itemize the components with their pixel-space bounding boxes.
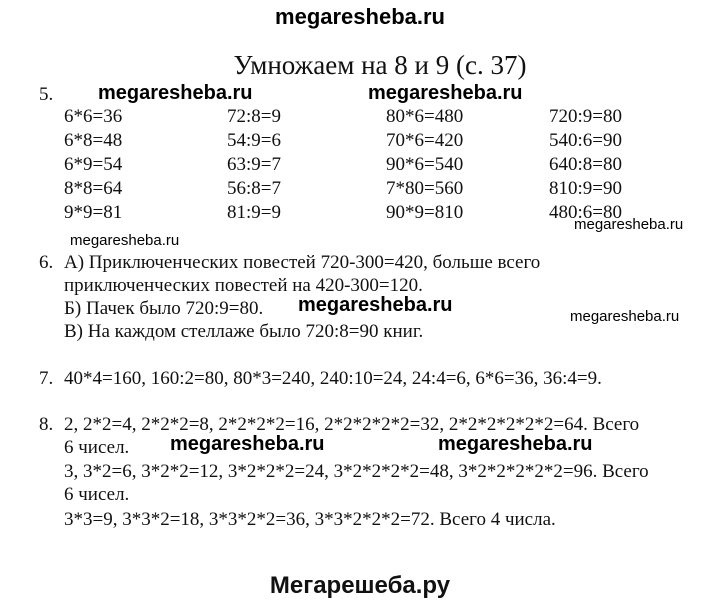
watermark: megaresheba.ru	[70, 232, 180, 249]
task-5-cell: 56:8=7	[227, 178, 281, 199]
watermark: megaresheba.ru	[438, 433, 593, 455]
task-5-cell: 80*6=480	[386, 106, 464, 127]
task-5-cell: 81:9=9	[227, 202, 281, 223]
task-6-line: приключенческих повестей на 420-300=120.	[64, 275, 423, 296]
task-5-cell: 70*6=420	[386, 130, 464, 151]
watermark: megaresheba.ru	[368, 82, 523, 104]
watermark: megaresheba.ru	[98, 82, 253, 104]
watermark: megaresheba.ru	[298, 294, 453, 316]
task-5-cell: 720:9=80	[549, 106, 622, 127]
task-6-line: Б) Пачек было 720:9=80.	[64, 298, 264, 319]
task-5-cell: 63:9=7	[227, 154, 281, 175]
watermark: megaresheba.ru	[574, 216, 684, 233]
task-8-line: 3*3=9, 3*3*2=18, 3*3*2*2=36, 3*3*2*2*2=72. Всего 4 числа.	[64, 509, 556, 530]
footer-watermark: Мегарешеба.ру	[269, 572, 451, 599]
header-watermark: megaresheba.ru	[275, 4, 445, 29]
task-7-number: 7.	[39, 368, 54, 389]
task-8-line: 6 чисел.	[64, 437, 130, 458]
task-5-cell: 90*6=540	[386, 154, 464, 175]
watermark: megaresheba.ru	[570, 308, 680, 325]
task-8-line: 6 чисел.	[64, 484, 130, 505]
task-5-number: 5.	[39, 84, 54, 105]
task-6-number: 6.	[39, 252, 54, 273]
task-7-line: 40*4=160, 160:2=80, 80*3=240, 240:10=24, 24:4=6, 6*6=36, 36:4=9.	[64, 368, 602, 389]
task-5-cell: 90*9=810	[386, 202, 464, 223]
task-5-cell: 810:9=90	[549, 178, 622, 199]
task-5-cell: 7*80=560	[386, 178, 464, 199]
task-8-line: 2, 2*2=4, 2*2*2=8, 2*2*2*2=16, 2*2*2*2*2=32, 2*2*2*2*2*2=64. Всего	[64, 414, 640, 435]
watermark: megaresheba.ru	[170, 433, 325, 455]
task-5-cell: 6*8=48	[64, 130, 123, 151]
task-6-line: А) Приключенческих повестей 720-300=420, больше всего	[64, 252, 541, 273]
page-title: Умножаем на 8 и 9 (с. 37)	[233, 50, 527, 80]
task-8-number: 8.	[39, 414, 54, 435]
task-8-line: 3, 3*2=6, 3*2*2=12, 3*2*2*2=24, 3*2*2*2*2=48, 3*2*2*2*2*2=96. Всего	[64, 461, 649, 482]
task-5-cell: 6*9=54	[64, 154, 123, 175]
task-5-cell: 72:8=9	[227, 106, 281, 127]
task-5-cell: 54:9=6	[227, 130, 281, 151]
task-6-line: В) На каждом стеллаже было 720:8=90 книг.	[64, 321, 424, 342]
task-5-cell: 640:8=80	[549, 154, 622, 175]
task-5-cell: 480:6=80	[549, 202, 622, 223]
task-5-cell: 8*8=64	[64, 178, 123, 199]
task-5-cell: 9*9=81	[64, 202, 123, 223]
task-5-cell: 6*6=36	[64, 106, 123, 127]
task-5-cell: 540:6=90	[549, 130, 622, 151]
